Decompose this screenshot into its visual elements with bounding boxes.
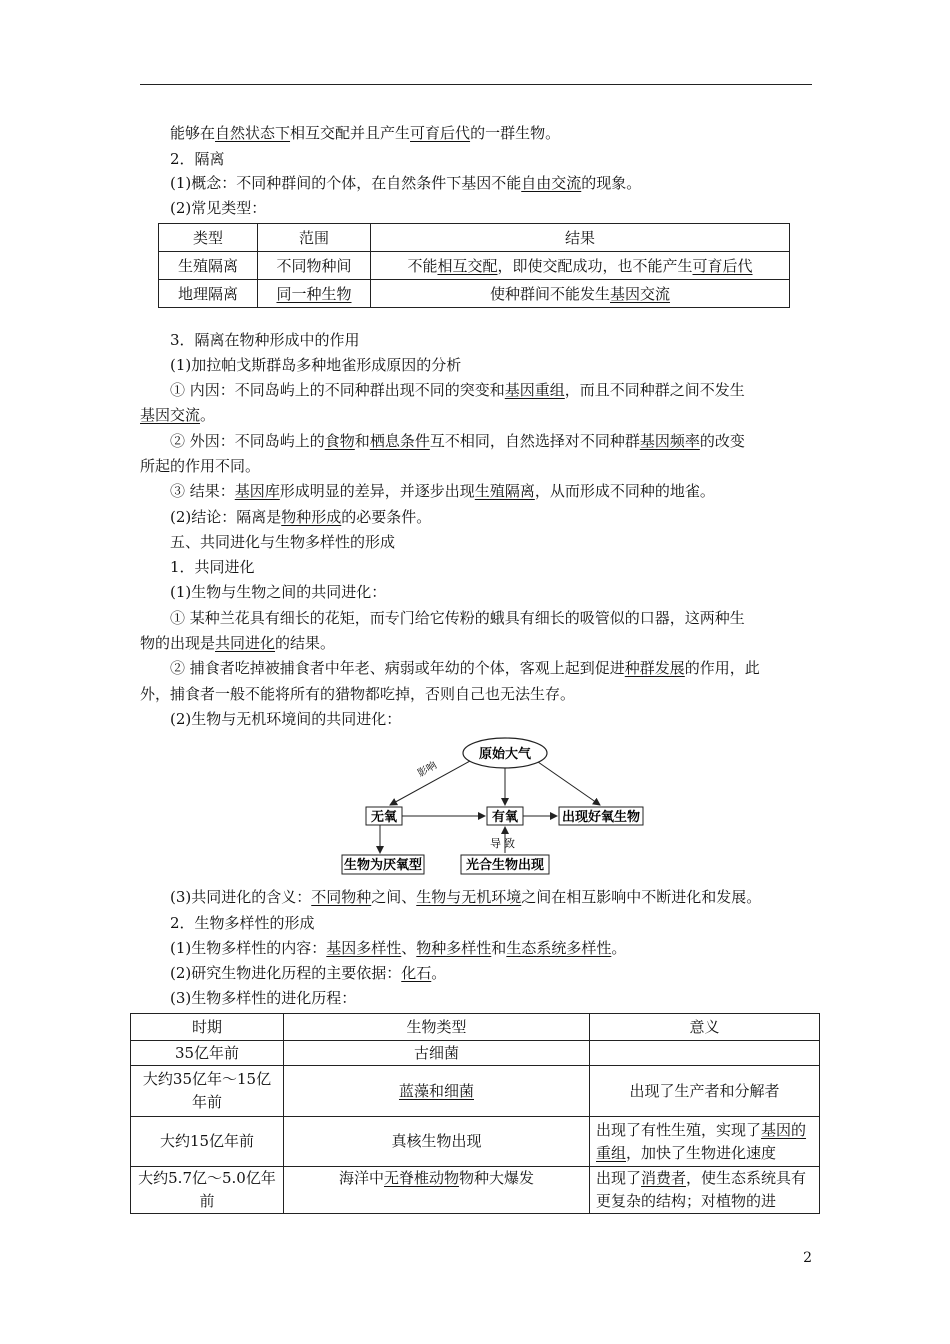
table-row — [131, 1041, 820, 1066]
external-cause-line-2: 所起的作用不同。 — [140, 457, 261, 475]
table-cell: 大约35亿年～15亿年前 — [131, 1066, 284, 1117]
isolation-table — [158, 223, 790, 308]
page-number: 2 — [803, 1250, 812, 1266]
bio-coevolution-heading: (1)生物与生物之间的共同进化： — [170, 583, 387, 601]
table-header: 结果 — [371, 224, 790, 252]
coevolution-meaning-line: (3)共同进化的含义：不同物种之间、生物与无机环境之间在相互影响中不断进化和发展。 — [170, 888, 762, 906]
anoxic-label: 无氧 — [370, 809, 398, 824]
internal-cause-line: ① 内因：不同岛屿上的不同种群出现不同的突变和基因重组，而且不同种群之间不发生 — [170, 381, 745, 399]
orchid-line: ① 某种兰花具有细长的花矩，而专门给它传粉的蛾具有细长的吸管似的口器，这两种生 — [170, 609, 745, 627]
env-coevolution-heading: (2)生物与无机环境间的共同进化： — [170, 710, 402, 728]
aerobe-label: 出现好氧生物 — [561, 809, 641, 824]
section-5-heading: 五、共同进化与生物多样性的形成 — [170, 533, 396, 551]
table-row — [131, 1066, 820, 1117]
table-cell: 大约15亿年前 — [131, 1117, 284, 1167]
external-cause-line: ② 外因：不同岛屿上的食物和栖息条件互不相同，自然选择对不同种群基因频率的改变 — [170, 432, 745, 450]
photosynthesis-label: 光合生物出现 — [465, 857, 545, 872]
table-header: 类型 — [159, 224, 258, 252]
isolation-concept-line: (1)概念：不同种群间的个体，在自然条件下基因不能自由交流的现象。 — [170, 174, 642, 192]
biodiversity-heading: 2．生物多样性的形成 — [170, 914, 315, 932]
history-heading: (3)生物多样性的进化历程： — [170, 989, 357, 1007]
table-header: 时期 — [131, 1014, 284, 1041]
table-cell: 古细菌 — [284, 1041, 590, 1066]
original-atmosphere-label: 原始大气 — [478, 746, 532, 761]
table-cell: 蓝藻和细菌 — [284, 1066, 590, 1117]
section-3-heading: 3．隔离在物种形成中的作用 — [170, 331, 360, 349]
coevolution-heading: 1．共同进化 — [170, 558, 255, 576]
table-cell: 出现了生产者和分解者 — [590, 1066, 820, 1117]
biodiversity-content-line: (1)生物多样性的内容：基因多样性、物种多样性和生态系统多样性。 — [170, 939, 627, 957]
predator-line: ② 捕食者吃掉被捕食者中年老、病弱或年幼的个体，客观上起到促进种群发展的作用，此 — [170, 659, 760, 677]
internal-cause-line-2: 基因交流。 — [140, 406, 216, 424]
table-cell: 同一种生物 — [258, 280, 371, 308]
table-header: 生物类型 — [284, 1014, 590, 1041]
isolation-types-label: (2)常见类型： — [170, 199, 267, 217]
table-cell: 出现了消费者，使生态系统具有更复杂的结构；对植物的进 — [590, 1167, 820, 1214]
galapagos-analysis-line: (1)加拉帕戈斯群岛多种地雀形成原因的分析 — [170, 356, 462, 374]
orchid-line-2: 物的出现是共同进化的结果。 — [140, 634, 336, 652]
table-cell — [590, 1041, 820, 1066]
section-isolation-heading: 2．隔离 — [170, 150, 225, 168]
edge-atmosphere-aerobe — [538, 762, 600, 805]
anaerobe-label: 生物为厌氧型 — [343, 857, 423, 872]
lead-label: 导 致 — [490, 838, 516, 850]
oxic-label: 有氧 — [491, 809, 519, 824]
edge-label: 影响 — [416, 760, 439, 780]
table-row — [159, 252, 790, 280]
species-definition-line: 能够在自然状态下相互交配并且产生可育后代的一群生物。 — [170, 124, 561, 142]
table-cell: 不能相互交配，即使交配成功，也不能产生可育后代 — [371, 252, 790, 280]
predator-line-2: 外，捕食者一般不能将所有的猎物都吃掉，否则自己也无法生存。 — [140, 685, 576, 703]
table-cell: 真核生物出现 — [284, 1117, 590, 1167]
table-cell: 生殖隔离 — [159, 252, 258, 280]
table-row — [159, 280, 790, 308]
table-header: 范围 — [258, 224, 371, 252]
table-cell: 海洋中无脊椎动物物种大爆发 — [284, 1167, 590, 1214]
table-cell: 出现了有性生殖，实现了基因的重组，加快了生物进化速度 — [590, 1117, 820, 1167]
table-cell: 地理隔离 — [159, 280, 258, 308]
result-line: ③ 结果：基因库形成明显的差异，并逐步出现生殖隔离，从而形成不同种的地雀。 — [170, 482, 715, 500]
table-cell: 大约5.7亿～5.0亿年前 — [131, 1167, 284, 1214]
table-row — [131, 1167, 820, 1214]
evidence-line: (2)研究生物进化历程的主要依据：化石。 — [170, 964, 447, 982]
table-cell: 不同物种间 — [258, 252, 371, 280]
table-cell: 使种群间不能发生基因交流 — [371, 280, 790, 308]
header-rule — [140, 84, 812, 85]
conclusion-line: (2)结论：隔离是物种形成的必要条件。 — [170, 508, 432, 526]
table-row — [131, 1117, 820, 1167]
evolution-history-table — [130, 1013, 820, 1214]
table-header: 意义 — [590, 1014, 820, 1041]
atmosphere-evolution-diagram — [330, 735, 650, 880]
table-cell: 35亿年前 — [131, 1041, 284, 1066]
